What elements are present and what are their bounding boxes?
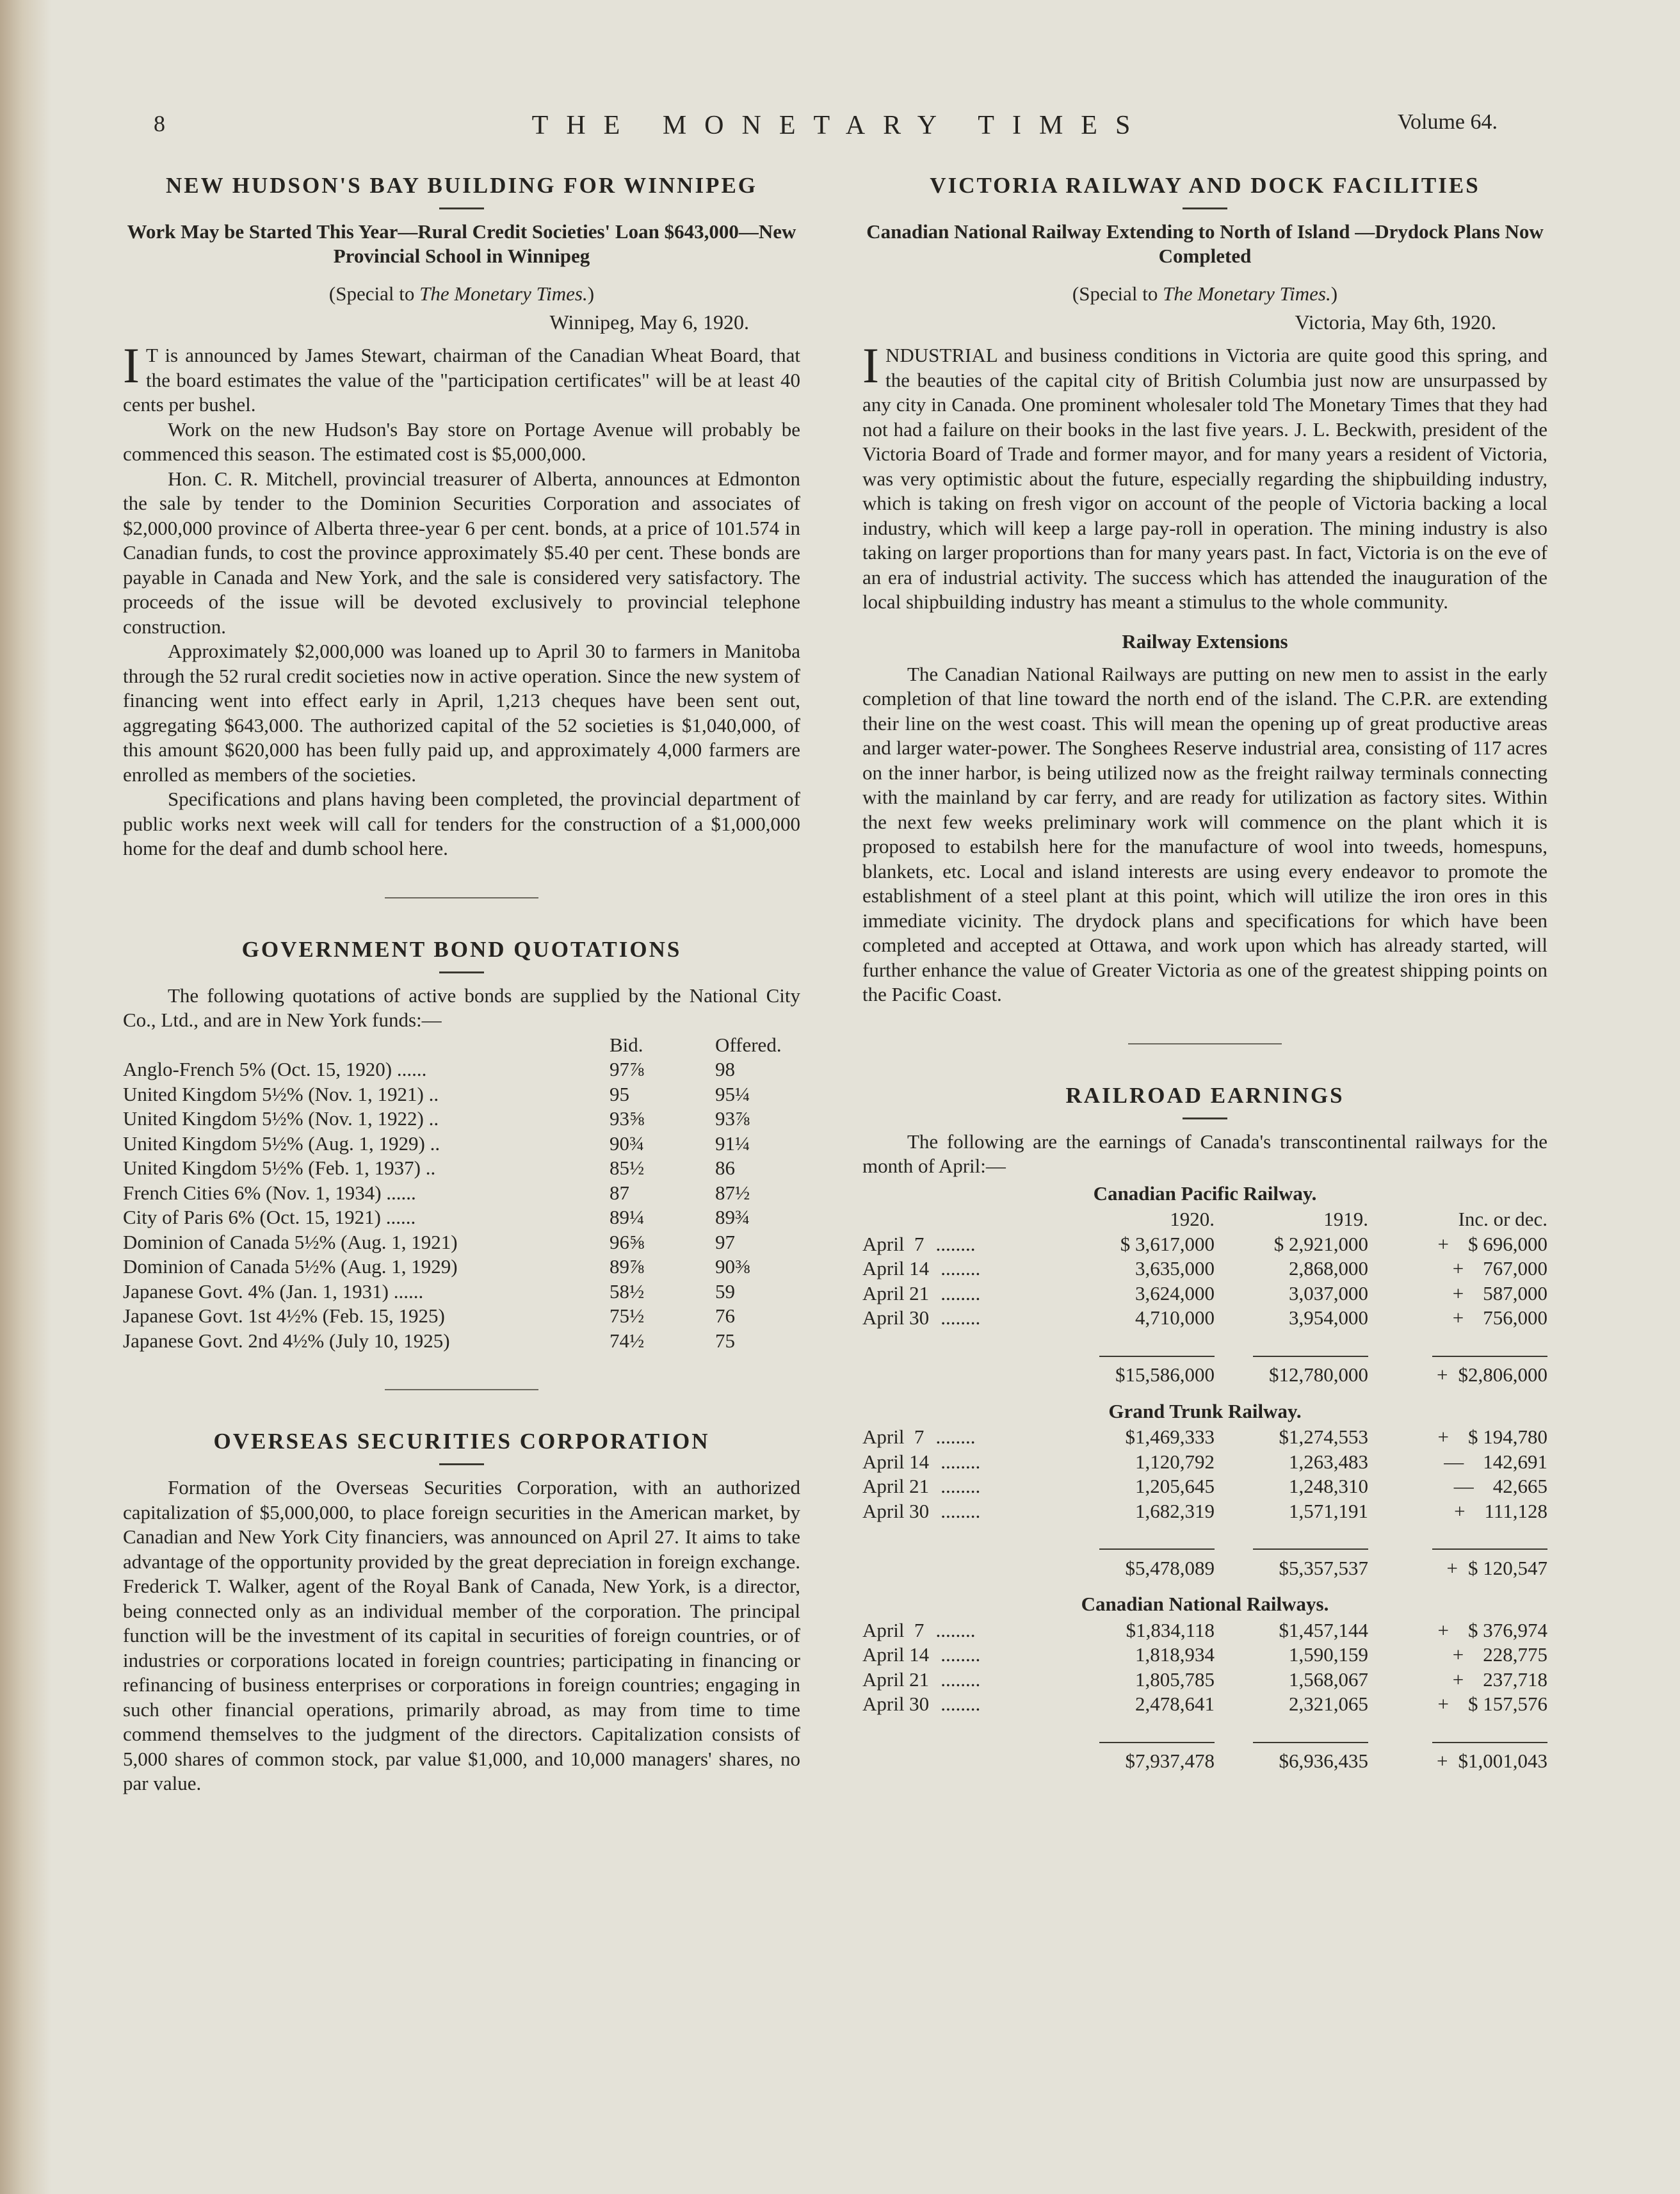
bond-name: City of Paris 6% (Oct. 15, 1921) ...... [123,1206,416,1228]
paragraph: Specifications and plans having been completed, the provincial department of public works next week will call for tenders for the construction of a $1,000,000 home for the deaf and dumb school here. [123,788,800,859]
title-rule [1183,207,1227,209]
column-header-1919: 1919. [1323,1208,1368,1230]
change-value: 237,718 [1483,1668,1547,1691]
title-rule [439,1463,484,1465]
bond-name: United Kingdom 5½% (Feb. 1, 1937) .. [123,1157,436,1179]
dateline: Winnipeg, May 6, 1920. [549,311,749,334]
change-sign: + [1452,1257,1464,1280]
week-date [862,1450,1061,1475]
bid-price: 85½ [610,1157,645,1179]
leader-dots: ........ [941,1643,981,1666]
earnings-1920: 1,805,785 [1135,1668,1215,1691]
week-label: April 7 [862,1426,925,1448]
bond-name: Dominion of Canada 5½% (Aug. 1, 1929) [123,1255,458,1278]
earnings-table [862,1179,1547,1783]
drop-cap: I [862,337,879,393]
change-value: $ 194,780 [1468,1426,1547,1448]
week-label: April 7 [862,1232,925,1255]
bond-name: Anglo-French 5% (Oct. 15, 1920) ...... [123,1058,427,1080]
offered-price: 86 [715,1157,735,1179]
total-value: $12,780,000 [1269,1363,1368,1386]
earnings-1919: 1,263,483 [1289,1450,1368,1473]
earnings-change [1368,1281,1547,1306]
earnings-1919: 2,868,000 [1289,1257,1368,1280]
column-header-change: Inc. or dec. [1458,1208,1547,1230]
offered-price: 91¼ [715,1132,750,1155]
total-rule [1099,1356,1215,1357]
change-sign: + [1437,1426,1449,1448]
article-victoria [862,173,1547,1007]
week-date [862,1692,1061,1717]
total-1920 [1061,1331,1215,1388]
bid-price: 96⅝ [610,1230,645,1253]
offered-price: 59 [715,1280,735,1303]
change-value: $ 376,974 [1468,1618,1547,1641]
row-gap [862,1388,1547,1397]
offered-price: 75 [715,1329,735,1352]
earnings-1920: $1,469,333 [1125,1426,1215,1448]
earnings-change [1368,1668,1547,1693]
column-header-1920: 1920. [1170,1208,1215,1230]
total-1919 [1215,1331,1368,1388]
offered-price: 89¾ [715,1206,750,1228]
section-divider [385,897,538,898]
row-gap [862,1580,1547,1589]
railway-name-row [862,1397,1547,1426]
total-row [862,1524,1547,1580]
change-value: $2,806,000 [1458,1363,1547,1386]
table-row [862,1232,1547,1257]
total-label-blank [862,1524,1061,1580]
change-value: 767,000 [1483,1257,1547,1280]
railway-name-row [862,1179,1547,1208]
leader-dots: ........ [941,1693,981,1715]
article-railroad-earnings [862,1083,1547,1783]
table-row [123,1082,800,1107]
bid-price: 93⅝ [610,1107,645,1130]
week-date [862,1281,1061,1306]
total-label-blank [862,1331,1061,1388]
article-subtitle: Canadian National Railway Extending to North of Island —Drydock Plans Now Completed [866,220,1544,267]
paragraph: Formation of the Overseas Securities Corporation, with an authorized capitalization of $5,000,000, to place foreign securities in the American market, by Canadian and New York City financiers, was announced on April 27. It aims to take advantage of the opportunity provided by the great depreciation in foreign exchange. Frederick T. Walker, agent of the Royal Bank of Canada, New York, is a director, being connected only as an individual member of the corporation. The principal function will be the investment of its capital in securities of foreign countries, or of industries or corporations located in foreign countries; participating in financing or refinancing of business enterprises or corporations in foreign countries; engaging in such other financial operations, primarily abroad, as may from time to time commend themselves to the judgment of the directors. Capitalization consists of 5,000 shares of common stock, par value $1,000, and 10,000 managers' shares, no par value. [123,1476,800,1794]
total-rule [1432,1548,1547,1550]
earnings-change [1368,1643,1547,1668]
total-rule [1099,1548,1215,1550]
section-divider [1128,1043,1282,1044]
table-row [123,1230,800,1255]
total-label-blank [862,1717,1061,1774]
bond-name: United Kingdom 5½% (Nov. 1, 1921) .. [123,1082,439,1105]
bond-name: French Cities 6% (Nov. 1, 1934) ...... [123,1181,416,1204]
total-change [1368,1524,1547,1580]
total-rule [1253,1548,1368,1550]
publication-title: THE MONETARY TIMES [531,111,1149,140]
row-gap [862,1774,1547,1783]
table-row [862,1256,1547,1281]
offered-price: 95¼ [715,1082,750,1105]
earnings-1920: 1,205,645 [1135,1475,1215,1497]
week-label: April 14 [862,1257,930,1280]
earnings-1920: 2,478,641 [1135,1693,1215,1715]
total-1920 [1061,1524,1215,1580]
bid-price: 89⅞ [610,1255,645,1278]
table-row [123,1304,800,1329]
railway-name-row [862,1589,1547,1618]
change-value: $ 696,000 [1468,1232,1547,1255]
earnings-1919: 2,321,065 [1289,1693,1368,1715]
table-header [862,1207,1547,1232]
table-row [862,1499,1547,1524]
week-label: April 30 [862,1693,930,1715]
total-value: $7,937,478 [1125,1750,1215,1772]
table-row [862,1474,1547,1499]
earnings-1919: 3,954,000 [1289,1306,1368,1329]
change-sign: + [1437,1750,1448,1772]
total-1919 [1215,1717,1368,1774]
change-sign: + [1437,1693,1449,1715]
article-overseas-securities [123,1429,800,1796]
change-sign: + [1446,1556,1458,1579]
bond-table [123,1033,800,1354]
week-label: April 21 [862,1668,930,1691]
paragraph: Hon. C. R. Mitchell, provincial treasurer of Alberta, announces at Edmonton the sale by tender to the Dominion Securities Corporation and associates of $2,000,000 province of Alberta three-year 6 per cent. bonds, at a price of 101.574 in Canadian funds, to cost the province approximately $5.40 per cent. These bonds are payable in Canada and New York, and the sale is considered very satisfactory. The proceeds of the issue will be devoted exclusively to provincial telephone construction. [123,467,800,638]
table-row [862,1668,1547,1693]
table-row [123,1156,800,1181]
offered-price: 93⅞ [715,1107,750,1130]
week-label: April 14 [862,1450,930,1473]
bid-price: 97⅞ [610,1058,645,1080]
earnings-1919: 1,248,310 [1289,1475,1368,1497]
leader-dots: ........ [941,1475,981,1497]
title-rule [439,207,484,209]
table-row [123,1107,800,1132]
column-header-bid: Bid. [610,1033,643,1056]
week-label: April 7 [862,1618,925,1641]
article-title: RAILROAD EARNINGS [1065,1082,1345,1108]
total-value: $15,586,000 [1115,1363,1215,1386]
column-header-offered: Offered. [715,1033,782,1056]
total-change [1368,1331,1547,1388]
change-value: 756,000 [1483,1306,1547,1329]
total-value: $5,478,089 [1125,1556,1215,1579]
week-date [862,1232,1061,1257]
title-rule [1183,1117,1227,1119]
paragraph: The following are the earnings of Canada's transcontinental railways for the month of April:— [862,1130,1547,1177]
leader-dots: ........ [935,1232,976,1255]
leader-dots: ........ [941,1306,981,1329]
bid-price: 90¾ [610,1132,645,1155]
bid-price: 95 [610,1082,629,1105]
bond-name: United Kingdom 5½% (Aug. 1, 1929) .. [123,1132,440,1155]
binding-shadow [0,0,51,2194]
article-title: NEW HUDSON'S BAY BUILDING FOR WINNIPEG [165,173,758,198]
table-row [123,1205,800,1230]
earnings-1919: 1,568,067 [1289,1668,1368,1691]
week-label: April 30 [862,1306,930,1329]
change-sign: + [1437,1618,1449,1641]
special-credit: (Special to The Monetary Times.) [1072,282,1338,305]
change-sign: + [1452,1281,1464,1304]
change-sign: + [1437,1232,1449,1255]
earnings-1920: 1,120,792 [1135,1450,1215,1473]
total-value: $6,936,435 [1279,1750,1368,1772]
article-hudsons-bay [123,173,800,861]
bond-name: Dominion of Canada 5½% (Aug. 1, 1921) [123,1230,458,1253]
leader-dots: ........ [941,1281,981,1304]
offered-price: 97 [715,1230,735,1253]
earnings-1919: 3,037,000 [1289,1281,1368,1304]
table-row [123,1132,800,1157]
offered-price: 76 [715,1304,735,1327]
table-row [123,1181,800,1206]
table-row [862,1306,1547,1331]
special-credit: (Special to The Monetary Times.) [328,282,595,305]
leader-dots: ........ [941,1257,981,1280]
bond-name: United Kingdom 5½% (Nov. 1, 1922) .. [123,1107,439,1130]
bid-price: 58½ [610,1280,645,1303]
leader-dots: ........ [941,1450,981,1473]
running-header [0,110,1680,149]
bond-name: Japanese Govt. 1st 4½% (Feb. 15, 1925) [123,1304,445,1327]
earnings-change [1368,1450,1547,1475]
earnings-change [1368,1232,1547,1257]
week-date [862,1668,1061,1693]
right-column [862,173,1547,1783]
earnings-change [1368,1425,1547,1450]
change-value: 111,128 [1484,1499,1547,1522]
table-row [123,1057,800,1082]
total-rule [1253,1356,1368,1357]
drop-cap: I [123,337,140,393]
paragraph: The Canadian National Railways are putting on new men to assist in the early completion of that line toward the north end of the island. The C.P.R. are extending their line on the west coast. This will mean the opening up of great productive areas and larger water-power. The Songhees Reserve industrial area, consisting of 117 acres on the inner harbor, is being utilized now as the freight railway terminals connecting with the mainland by car ferry, and are ready for utilization as factory sites. Within the next few weeks preliminary work will commence on the plant which it is proposed to estabilsh here for the manufacture of wool into tweeds, homespuns, blankets, etc. Local and island interests are using every endeavor to promote the establishment of a steel plant at this point, which will utilize the iron ores in this immediate vicinity. The drydock plans and specifications for which have been completed and accepted at Ottawa, and work upon which has already started, will further enhance the value of Greater Victoria as one of the greatest shipping points on the Pacific Coast. [862,662,1547,1005]
week-date [862,1499,1061,1524]
earnings-change [1368,1618,1547,1643]
column-header-blank [862,1207,1061,1232]
paragraph: I T is announced by James Stewart, chairman of the Canadian Wheat Board, that the board estimates the value of the "participation certificates" will be at least 40 cents per bushel. [123,337,800,416]
week-label: April 21 [862,1475,930,1497]
change-sign: — [1453,1475,1474,1497]
leader-dots: ........ [935,1618,976,1641]
total-row [862,1717,1547,1774]
change-value: $ 120,547 [1468,1556,1547,1579]
earnings-1919: $1,274,553 [1279,1426,1368,1448]
week-date [862,1425,1061,1450]
earnings-1919: 1,571,191 [1289,1499,1368,1522]
paragraph: The following quotations of active bonds are supplied by the National City Co., Ltd., and are in New York funds:— [123,984,800,1031]
section-divider [385,1389,538,1390]
change-value: $ 157,576 [1468,1693,1547,1715]
bid-price: 74½ [610,1329,645,1352]
table-row [862,1281,1547,1306]
bond-name: Japanese Govt. 4% (Jan. 1, 1931) ...... [123,1280,424,1303]
leader-dots: ........ [941,1499,981,1522]
table-row [862,1643,1547,1668]
total-rule [1253,1742,1368,1743]
railway-name: Canadian National Railways. [1081,1593,1329,1615]
bond-name: Japanese Govt. 2nd 4½% (July 10, 1925) [123,1329,450,1352]
total-rule [1432,1356,1547,1357]
volume-number: Volume 64. [1397,110,1498,134]
total-rule [1099,1742,1215,1743]
total-row [862,1331,1547,1388]
table-row [123,1280,800,1304]
week-date [862,1474,1061,1499]
change-value: 587,000 [1483,1281,1547,1304]
earnings-change [1368,1499,1547,1524]
week-date [862,1643,1061,1668]
earnings-1920: 1,682,319 [1135,1499,1215,1522]
table-row [862,1450,1547,1475]
total-rule [1432,1742,1547,1743]
change-sign: + [1454,1499,1466,1522]
total-1920 [1061,1717,1215,1774]
change-value: 42,665 [1492,1475,1547,1497]
earnings-change [1368,1692,1547,1717]
week-label: April 14 [862,1643,930,1666]
earnings-1920: 3,624,000 [1135,1281,1215,1304]
paragraph: Work on the new Hudson's Bay store on Portage Avenue will probably be commenced this season. The estimated cost is $5,000,000. [123,418,800,465]
article-bond-quotations [123,937,800,1354]
leader-dots: ........ [935,1426,976,1448]
leader-dots: ........ [941,1668,981,1691]
offered-price: 98 [715,1058,735,1080]
table-row [862,1618,1547,1643]
earnings-change [1368,1256,1547,1281]
article-title: GOVERNMENT BOND QUOTATIONS [241,936,682,962]
offered-price: 87½ [715,1181,750,1204]
total-1919 [1215,1524,1368,1580]
change-sign: + [1437,1363,1448,1386]
railway-name: Canadian Pacific Railway. [1093,1182,1317,1205]
change-sign: + [1452,1306,1464,1329]
table-row [123,1255,800,1280]
dateline: Victoria, May 6th, 1920. [1295,311,1496,334]
article-title: OVERSEAS SECURITIES CORPORATION [213,1429,710,1454]
change-value: 142,691 [1483,1450,1547,1473]
section-subheading: Railway Extensions [1122,630,1288,653]
earnings-1919: 1,590,159 [1289,1643,1368,1666]
article-subtitle: Work May be Started This Year—Rural Credit Societies' Loan $643,000—New Provincial School in Winnipeg [127,220,796,267]
table-row [862,1425,1547,1450]
week-label: April 30 [862,1499,930,1522]
earnings-1920: 4,710,000 [1135,1306,1215,1329]
total-change [1368,1717,1547,1774]
change-sign: + [1452,1643,1464,1666]
earnings-1920: $ 3,617,000 [1120,1232,1215,1255]
table-header [123,1033,800,1058]
change-value: $1,001,043 [1458,1750,1547,1772]
railway-name: Grand Trunk Railway. [1108,1399,1302,1422]
week-date [862,1618,1061,1643]
earnings-1920: 1,818,934 [1135,1643,1215,1666]
week-label: April 21 [862,1281,930,1304]
paragraph: Approximately $2,000,000 was loaned up to April 30 to farmers in Manitoba through the 52 rural credit societies now in active operation. Since the new system of financing went into effect early in April, 1,213 cheques have been sent out, aggregating $643,000. The authorized capital of the 52 societies is $1,040,000, of this amount $620,000 has been fully paid up, and approximately 4,000 farmers are enrolled as members of the societies. [123,640,800,786]
week-date [862,1256,1061,1281]
offered-price: 90⅜ [715,1255,750,1278]
page-number: 8 [154,111,165,136]
bid-price: 87 [610,1181,629,1204]
total-value: $5,357,537 [1279,1556,1368,1579]
bid-price: 75½ [610,1304,645,1327]
change-sign: + [1452,1668,1464,1691]
paragraph: INDUSTRIAL and business conditions in Victoria are quite good this spring, and the beauties of the capital city of British Columbia just now are unsurpassed by any city in Canada. One prominent wholesaler told The Monetary Times that they had not had a failure on their books in the last five years. J. L. Beckwith, president of the Victoria Board of Trade and former mayor, and for many years a resident of Victoria, was very optimistic about the future, especially regarding the shipbuilding industry, which is taking on fresh vigor on account of the people of Victoria backing a local industry, which will keep a large pay-roll in operation. The mining industry is also taking on larger proportions than for many years past. In fact, Victoria is on the eve of an era of industrial activity. The success which has attended the inauguration of the local shipbuilding industry has meant a stimulus to the whole community. [862,337,1547,613]
title-rule [439,971,484,973]
earnings-1920: $1,834,118 [1126,1618,1215,1641]
earnings-change [1368,1306,1547,1331]
week-date [862,1306,1061,1331]
change-sign: — [1444,1450,1464,1473]
table-row [123,1329,800,1354]
table-row [862,1692,1547,1717]
earnings-1920: 3,635,000 [1135,1257,1215,1280]
change-value: 228,775 [1483,1643,1547,1666]
earnings-1919: $ 2,921,000 [1273,1232,1368,1255]
left-column [123,173,800,1796]
earnings-1919: $1,457,144 [1279,1618,1368,1641]
earnings-change [1368,1474,1547,1499]
article-title: VICTORIA RAILWAY AND DOCK FACILITIES [930,173,1480,198]
bid-price: 89¼ [610,1206,645,1228]
